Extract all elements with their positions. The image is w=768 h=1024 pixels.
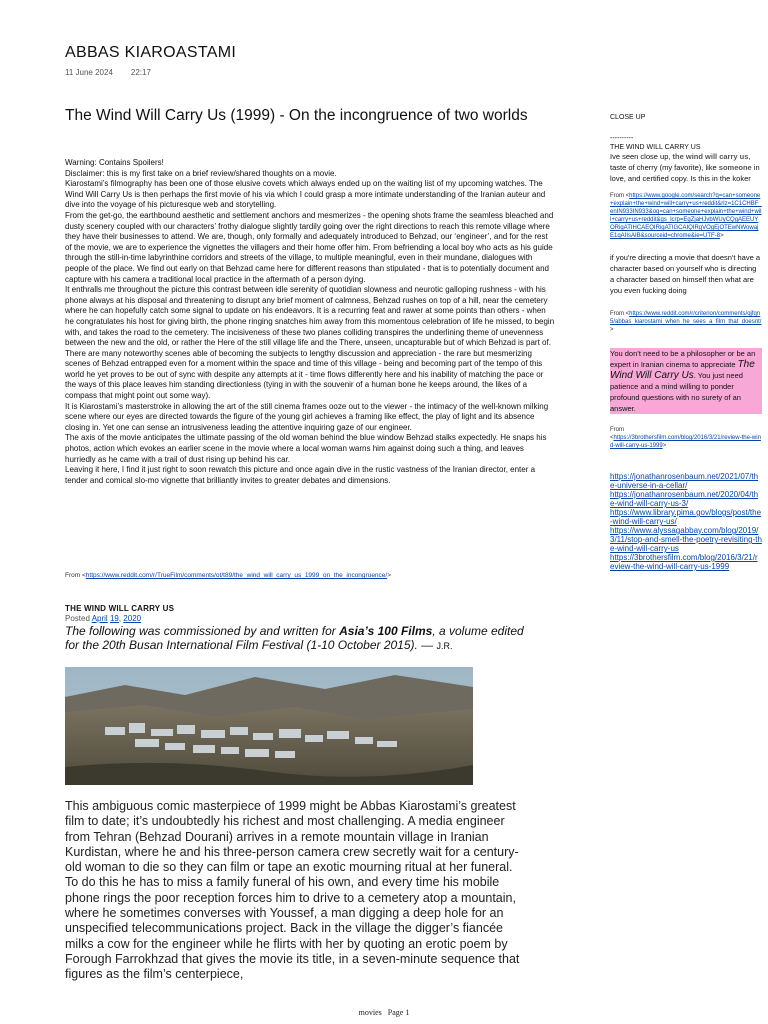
date-month-link[interactable]: April [91,614,108,623]
article-paragraph: Disclaimer: this is my first take on a brief review/shared thoughts on a movie. [65,168,337,178]
note-part: in love, and certified copy. Is this in the koker [610,163,760,183]
highlighted-quote [610,348,762,414]
source-close: > [387,572,392,579]
page-title: ABBAS KIAROASTAMI [65,44,237,61]
source-label: From < [65,572,86,579]
google-source [610,192,762,240]
source-label: From [610,427,624,433]
divider-dashes: ---------- [610,135,634,142]
page-date: 11 June 2024 [65,68,113,77]
link-item[interactable]: https://jonathanrosenbaum.net/2021/07/the-universe-in-a-cellar/ [610,472,759,490]
intro-text-end: , a volume edited for the 20th Busan International Film Festival (1-10 October 2015). — [65,624,524,652]
close-up-label: CLOSE UP [610,114,646,121]
posted-label: Posted [65,614,90,623]
reddit-source [610,310,762,334]
sidebar-notes [610,114,762,571]
reddit-link[interactable]: https://www.reddit.com/r/criterion/comments/qjfqn5/abbas_kiarostami_when_he_sees_a_film_that_doesnt/ [610,311,762,325]
page-time: 22:17 [130,68,151,77]
note-part: , taste of cherry (my favorite), like [610,152,751,172]
post-date: Posted April 19, 2020 [65,614,142,623]
link-list [610,472,762,571]
intro-signature: J.R. [436,641,453,651]
highlight-text-end: . You just need patience and a mind willing to ponder profound questions with no surety of an answer. [610,371,743,413]
article-source [65,572,391,579]
article-paragraph: The axis of the movie anticipates the ultimate passing of the old woman behind the blue window Behzad stalks expectedly. He snaps his photos, action which evokes an earlier scene in the movie where a local woman warns him against doing such a thing, and leaves hurriedly as he came with a trail of dust rising up behind his car. [65,433,547,464]
source-close: > [720,233,724,239]
quote-text: if you're directing a movie that doesn't have a character based on yourself who is directing a character based on himself then what are you even fucking doing [610,253,761,295]
intro-text: The following was commissioned by and written for [65,624,340,638]
article-paragraph: There are many noteworthy scenes able of becoming the subjects to lengthy discussion and appreciation - the rare but mesmerizing scenes of Behzad entrapped even for a moment within the space and time of this village - being and becoming part of the tempo of this world he yet proves to be out of sync with despite any attempts at it - time flows differently here and his inability of matching the pace or the ways of this place leaves him standing directionless (tying in with the souvenir of a human bone he keeps around, the likes of a compass that might point out some way). [65,348,544,401]
highlight-title: The Wind Will Carry Us [610,359,755,381]
article-paragraph: It is Kiarostami’s masterstroke in allowing the art of the still cinema frames ooze out to the viewer - the intimacy of the well-known milking scene where our eyes are directed towards the figure of the young girl achieves a framing like effect, the play of light and its absence closing in. Yet one can sense an intrusiveness leading the attentive inquiring gaze of our engineer. [65,401,549,432]
page-footer [0,1008,768,1017]
note-bold: someone [718,163,752,172]
link-item[interactable]: https://www.alyssagabbay.com/blog/2019/3/11/stop-and-smell-the-poetry-revisiting-the-wind-will-carry-us [610,526,762,553]
footer-page: Page 1 [387,1008,410,1017]
article-paragraph: Leaving it here, I find it just right to soon rewatch this picture and once again dive in the rustic vastness of the Iranian director, enter a tender and comical slo-mo vignette that brilliantly invites to greater debates and dimensions. [65,465,536,485]
footer-section: movies [358,1008,382,1017]
date-day-link[interactable]: 19 [109,614,119,623]
post-intro [65,624,525,653]
source-close: > [610,327,614,333]
source-close: > [662,443,667,449]
village-photo [65,667,473,785]
link-item[interactable]: https://www.library.pima.gov/blogs/post/the-wind-will-carry-us/ [610,508,762,526]
link-item[interactable]: https://jonathanrosenbaum.net/2020/04/the-wind-will-carry-us-3/ [610,490,759,508]
link-item[interactable]: https://3brothersfilm.com/blog/2016/3/21/review-the-wind-will-carry-us-1999 [610,553,758,571]
brothers-source [610,426,762,450]
note-heading: THE WIND WILL CARRY US [610,144,701,151]
article-body [65,158,555,486]
post-heading: THE WIND WILL CARRY US [65,604,175,613]
brothers-link[interactable]: https://3brothersfilm.com/blog/2016/3/21/review-the-wind-will-carry-us-1999 [610,435,761,449]
source-label: From < [610,193,630,199]
source-link[interactable]: https://www.reddit.com/r/TrueFilm/comments/ot/t89/the_wind_will_carry_us_1999_on_the_incongruence/ [85,572,388,579]
note-text [610,151,762,184]
article-title: The Wind Will Carry Us (1999) - On the incongruence of two worlds [65,107,528,124]
google-link[interactable]: https://www.google.com/search?q=can+someone+explain+the+wind+will+carry+us+reddit&rlz=1C1CHBF_enIN933IN933&oq=can+someone+explain+the+wind+will+carry+us+reddit&gs_lcrp=EgZjaHJvbWUyCQgAEEUYORigATIHCAEQIRigATIGCAIQIRgVOgEjOTEwNWowajE1qAIIsAIB&sourceid=chrome&ie=UTF-8 [610,193,762,239]
article-paragraph: Warning: Contains Spoilers! [65,158,164,167]
page-meta [65,68,151,77]
source-open: < [610,435,614,441]
note-part: Ive seen close up, [610,152,673,161]
article-paragraph: Kiarostami’s filmography has been one of those elusive covets which always ended up on the waiting list of my upcoming watches. The Wind Will Carry Us is then perhaps the first movie of his via which I could grasp a more intimate understanding of the Iranian auteur and dive into the voyage of his picturesque web and storytelling. [65,179,546,210]
note-bold: the wind will carry us [672,152,749,161]
source-label: From < [610,311,630,317]
review-text: This ambiguous comic masterpiece of 1999 might be Abbas Kiarostami’s greatest film to date; it’s undoubtedly his richest and most challenging. A media engineer from Tehran (Behzad Dourani) arrives in a remote mountain village in Iranian Kurdistan, where he and his three-person camera crew secretly wait for a century-old woman to die so they can film or tape an exotic mourning ritual at her funeral. To do this he has to miss a family funeral of his own, and every time his mobile phone rings the poor reception forces him to drive to a cemetery atop a mountain, where he sometimes converses with Youssef, a man digging a deep hole for an unspecified telecommunications project. Back in the village the digger’s fiancée milks a cow for the engineer while he flirts with her by quoting an erotic poem by Forough Farrokhzad that gives the movie its title, in a seven-minute sequence that figures as the film’s centerpiece, [65,799,520,982]
article-paragraph: It enthralls me throughout the picture this contrast between idle serenity of quotidian slowness and neurotic galloping rushness - with his phone always at his disposal and threatening to disrupt any brief moment of calmness, Behzad rushes on top of a hill, near the cemetery where he can hopefully catch some signal to update on his endeavors. It is a recurring feat and rawer at some points than others - when he congratulates his host for giving birth, the phone ringing snatches him away from this momentous celebration of life he missed, to begin with, and takes the road to the cemetery. The incisiveness of these two planes colliding transpires the underlining theme of unevenness between the new and the old, or rather the Here of the still village life and the There, unseen, uncapturable but of which Behzad is part of. [65,285,555,348]
intro-book-title: Asia’s 100 Films [339,624,433,638]
date-year-link[interactable]: 2020 [123,614,142,623]
highlight-text: You don’t need to be a philosopher or be an expert in Iranian cinema to appreciate [610,349,756,369]
article-paragraph: From the get-go, the earthbound aesthetic and settlement anchors and mesmerizes - the opening shots frame the seamless bleached and dusty scenery coupled with our characters’ frothy dialogue slightly tardily going over the right directions to reach this remote village where they have their businesses to attend. We are, though, only formally and adequately introduced to Behzad, our ‘engineer’, and for the rest of the movie, we are to experience the vignettes the villagers and their home offer him. From befriending a local boy who acts as his guide through the still-in-time labyrinthine corridors and streets of the village, to multiple meaningful, even in their mundane, dialogues with people of the place. We find out early on that Behzad came here for different reasons than stipulated - that is to potentially document and capture with his camera a traditional local practice in the aftermath of a person dying. [65,210,554,284]
